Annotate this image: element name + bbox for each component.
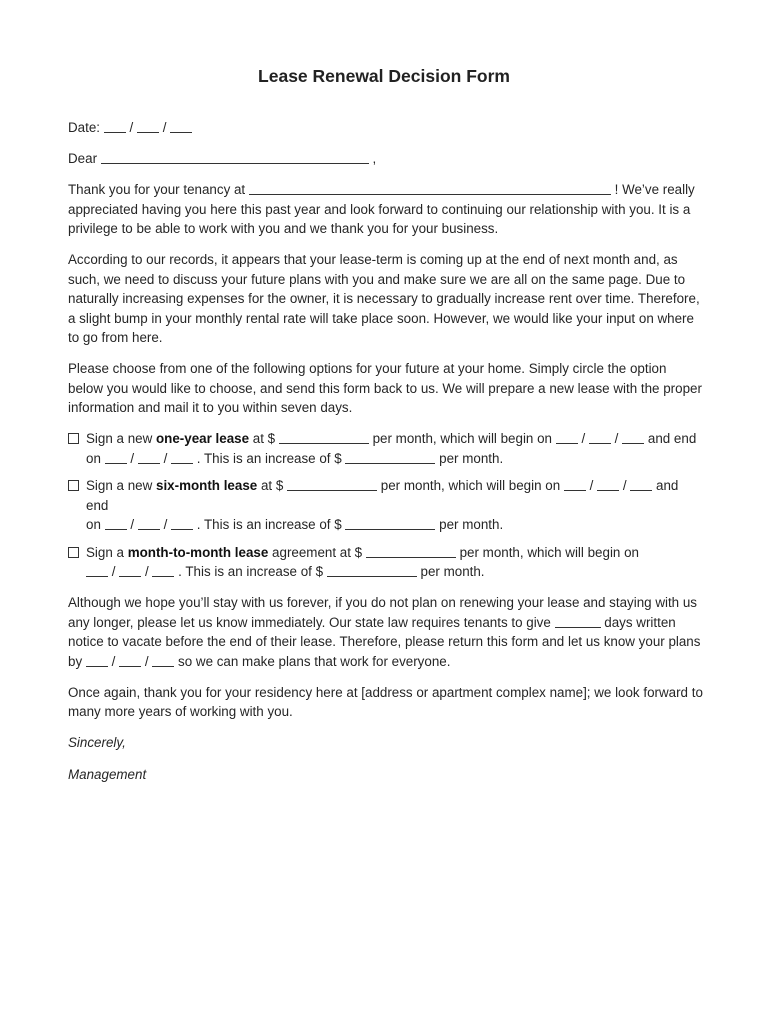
p4-start-text: Although we hope you’ll stay with us forever, if you do not plan on renewing your lease and staying with us any longer, please let us know immediately. Our state law requires tenants to give — [68, 595, 697, 630]
dear-label: Dear — [68, 151, 98, 166]
option-lease-type: six-month lease — [156, 478, 258, 493]
option-text: and end — [647, 431, 697, 446]
page-title: Lease Renewal Decision Form — [258, 66, 510, 86]
plans-day-blank[interactable] — [119, 653, 141, 667]
option-lease-type: month-to-month lease — [127, 544, 269, 560]
signature-text: Management — [68, 766, 147, 782]
date-year-blank[interactable] — [170, 119, 192, 133]
end-month-blank[interactable] — [105, 450, 127, 464]
date-separator: / — [162, 120, 167, 135]
option-one-year — [68, 429, 704, 468]
option-text: per month. — [439, 450, 504, 466]
rent-amount-blank[interactable] — [279, 430, 369, 444]
option-text: on — [86, 517, 101, 532]
p1-start-text: Thank you for your tenancy at — [68, 182, 246, 197]
begin-month-blank[interactable] — [556, 430, 578, 444]
option-month-to-month-checkbox[interactable] — [68, 547, 79, 558]
date-separator: / — [581, 431, 586, 446]
option-six-month — [68, 476, 704, 535]
option-text: agreement at $ — [272, 544, 363, 560]
option-lease-type: one-year lease — [156, 431, 250, 446]
option-text: . This is an increase of $ — [196, 450, 342, 466]
begin-day-blank[interactable] — [589, 430, 611, 444]
begin-year-blank[interactable] — [630, 477, 652, 491]
p1-end-text: ! We’ve really appreciated having you here this past year and look forward to continuing our relationship with you. It is a privilege to be able to work with you and we thank you for your business. — [68, 182, 695, 236]
rent-amount-blank[interactable] — [366, 544, 456, 558]
paragraph-records: According to our records, it appears that your lease-term is coming up at the end of next month and, as such, we need to discuss your future plans with you and make sure we are all on the same page. Due to naturally increasing expenses for the owner, it is necessary to gradually increase rent over time. Therefore, a slight bump in your monthly rental rate will take place soon. However, we would like your input on where to go from here. — [68, 252, 700, 345]
p4-middle-text: days written notice to vacate before the end of their lease. Therefore, please return this form and let us know your plans by — [68, 614, 701, 669]
closing-text: Sincerely, — [68, 735, 126, 750]
date-separator: / — [622, 478, 627, 493]
plans-year-blank[interactable] — [152, 653, 174, 667]
end-year-blank[interactable] — [171, 450, 193, 464]
paragraph-instructions: Please choose from one of the following options for your future at your home. Simply circle the option below you would like to choose, and send this form back to us. We will prepare a new lease with the proper information and mail it to you within seven days. — [68, 361, 702, 415]
salutation-line — [68, 149, 704, 169]
option-six-month-checkbox[interactable] — [68, 480, 79, 491]
date-separator: / — [130, 517, 135, 532]
date-month-blank[interactable] — [104, 119, 126, 133]
option-month-to-month — [68, 543, 704, 582]
begin-year-blank[interactable] — [622, 430, 644, 444]
option-text: per month, which will begin on — [372, 431, 552, 446]
option-text: Sign a — [86, 544, 124, 560]
option-text: . This is an increase of $ — [178, 564, 324, 579]
date-separator: / — [144, 653, 149, 669]
increase-amount-blank[interactable] — [327, 563, 417, 577]
end-year-blank[interactable] — [171, 516, 193, 530]
paragraph-notice — [68, 593, 704, 671]
notice-days-blank[interactable] — [555, 614, 601, 628]
begin-year-blank[interactable] — [152, 563, 174, 577]
date-separator: / — [163, 517, 168, 532]
date-separator: / — [589, 478, 594, 493]
increase-amount-blank[interactable] — [345, 450, 435, 464]
option-text: per month. — [420, 564, 485, 579]
option-text: at $ — [252, 431, 276, 446]
option-text: per month, which will begin on — [380, 478, 561, 493]
rent-amount-blank[interactable] — [287, 477, 377, 491]
date-line — [68, 118, 704, 138]
increase-amount-blank[interactable] — [345, 516, 435, 530]
salutation-comma: , — [372, 151, 377, 166]
plans-month-blank[interactable] — [86, 653, 108, 667]
option-text: and end — [86, 478, 679, 513]
date-separator: / — [129, 120, 134, 135]
end-day-blank[interactable] — [138, 516, 160, 530]
letter-body — [68, 118, 704, 796]
option-text: at $ — [260, 478, 284, 493]
option-text: Sign a new — [86, 478, 153, 493]
option-text: on — [86, 450, 101, 466]
date-separator: / — [614, 431, 619, 446]
date-separator: / — [163, 450, 168, 466]
date-day-blank[interactable] — [137, 119, 159, 133]
date-label: Date: — [68, 120, 101, 135]
paragraph-tenancy — [68, 180, 704, 239]
option-text: per month. — [439, 517, 504, 532]
option-text: Sign a new — [86, 431, 153, 446]
paragraph-thanks: Once again, thank you for your residency here at [address or apartment complex name]; we look forward to many more years of working with you. — [68, 684, 703, 719]
property-address-blank[interactable] — [249, 181, 611, 195]
option-text: per month, which will begin on — [459, 544, 639, 560]
begin-month-blank[interactable] — [86, 563, 108, 577]
date-separator: / — [111, 564, 116, 579]
begin-day-blank[interactable] — [119, 563, 141, 577]
begin-month-blank[interactable] — [564, 477, 586, 491]
date-separator: / — [130, 450, 135, 466]
date-separator: / — [111, 653, 116, 669]
tenant-name-blank[interactable] — [101, 150, 369, 164]
option-text: . This is an increase of $ — [196, 517, 342, 532]
begin-day-blank[interactable] — [597, 477, 619, 491]
end-month-blank[interactable] — [105, 516, 127, 530]
p4-end-text: so we can make plans that work for everyone. — [178, 653, 451, 669]
option-one-year-checkbox[interactable] — [68, 433, 79, 444]
end-day-blank[interactable] — [138, 450, 160, 464]
date-separator: / — [144, 564, 149, 579]
